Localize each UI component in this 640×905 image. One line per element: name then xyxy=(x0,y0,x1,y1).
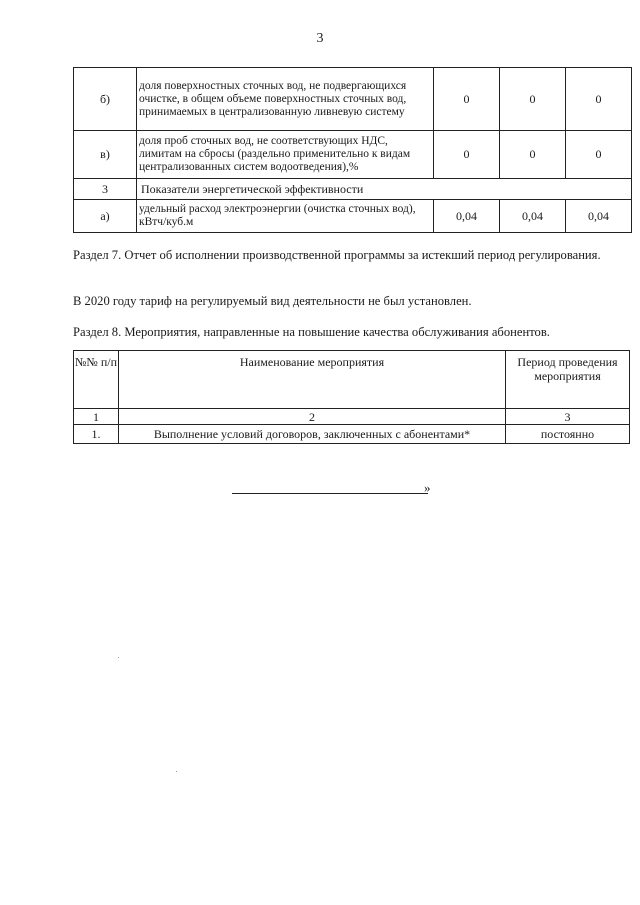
section8-heading: Раздел 8. Мероприятия, направленные на повышение качества обслуживания абонентов. xyxy=(73,325,550,339)
row-value: 0,04 xyxy=(566,200,632,233)
table-row xyxy=(74,179,632,200)
numbering-row xyxy=(74,409,630,425)
table-header-row xyxy=(74,351,630,409)
row-value: 0 xyxy=(434,131,500,179)
row-value: 0 xyxy=(566,131,632,179)
table-row xyxy=(74,131,632,179)
header-number: №№ п/п xyxy=(74,351,119,409)
table-row xyxy=(74,68,632,131)
closing-quote: » xyxy=(424,480,431,495)
row-index: б) xyxy=(74,68,137,131)
row-value: 0 xyxy=(500,68,566,131)
activity-number: 1. xyxy=(74,425,119,444)
column-number: 2 xyxy=(119,409,506,425)
row-description: Показатели энергетической эффективности xyxy=(137,179,632,200)
row-index: 3 xyxy=(74,179,137,200)
row-value: 0,04 xyxy=(434,200,500,233)
header-period: Период проведения мероприятия xyxy=(506,351,630,409)
column-number: 1 xyxy=(74,409,119,425)
signature-line xyxy=(232,476,428,494)
row-index: а) xyxy=(74,200,137,233)
row-value: 0 xyxy=(500,131,566,179)
row-index: в) xyxy=(74,131,137,179)
table-row xyxy=(74,200,632,233)
section7-text: В 2020 году тариф на регулируемый вид деятельности не был установлен. xyxy=(73,294,472,308)
column-number: 3 xyxy=(506,409,630,425)
row-description: доля проб сточных вод, не соответствующих НДС, лимитам на сбросы (раздельно применительно к видам централизованных систем водоотведения),% xyxy=(137,131,434,179)
scan-speck xyxy=(118,657,119,658)
table-row xyxy=(74,425,630,444)
row-description: доля поверхностных сточных вод, не подвергающихся очистке, в общем объеме поверхностных сточных вод, принимаемых в централизованную ливневую систему xyxy=(137,68,434,131)
page-number: 3 xyxy=(316,31,324,46)
row-description: удельный расход электроэнергии (очистка сточных вод), кВтч/куб.м xyxy=(137,200,434,233)
scan-speck xyxy=(176,771,177,772)
activity-period: постоянно xyxy=(506,425,630,444)
header-name: Наименование мероприятия xyxy=(119,351,506,409)
section7-heading: Раздел 7. Отчет об исполнении производственной программы за истекший период регулирования. xyxy=(73,248,601,262)
indicators-table xyxy=(73,67,632,233)
activities-table xyxy=(73,350,630,444)
row-value: 0,04 xyxy=(500,200,566,233)
row-value: 0 xyxy=(566,68,632,131)
activity-name: Выполнение условий договоров, заключенных с абонентами* xyxy=(119,425,506,444)
row-value: 0 xyxy=(434,68,500,131)
